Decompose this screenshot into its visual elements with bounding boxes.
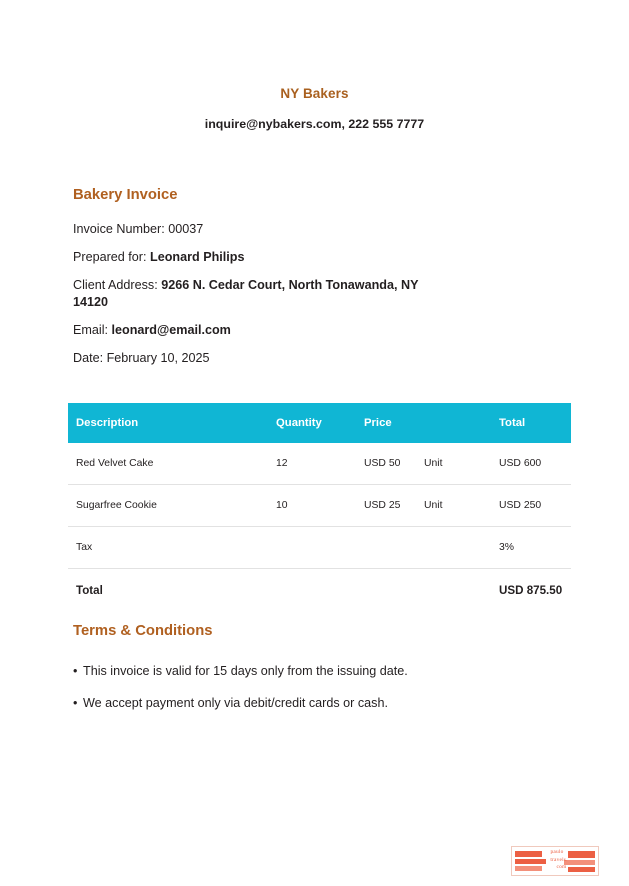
total-spacer-unit: [424, 569, 499, 613]
email-value: leonard@email.com: [111, 323, 231, 337]
footer-logo: [511, 846, 599, 876]
cell-unit: [424, 527, 499, 569]
logo-text-line-1: paulo: [550, 849, 564, 855]
invoice-details-block: [73, 186, 543, 367]
invoice-number-line: [73, 221, 453, 238]
prepared-for-label: Prepared for:: [73, 250, 147, 264]
logo-inner: [512, 847, 598, 875]
terms-list-item: [73, 663, 543, 680]
cell-description: Sugarfree Cookie: [68, 485, 276, 527]
logo-wordmark: [542, 849, 572, 872]
cell-description: Red Velvet Cake: [68, 443, 276, 485]
total-amount: USD 875.50: [499, 569, 571, 613]
column-header-description: Description: [68, 403, 276, 443]
client-address-line: [73, 277, 453, 311]
prepared-for-line: [73, 249, 453, 266]
cell-tax-value: 3%: [499, 527, 571, 569]
email-label: Email:: [73, 323, 108, 337]
invoice-table-body: [68, 443, 571, 612]
cell-quantity: [276, 527, 364, 569]
column-header-price: Price: [364, 403, 424, 443]
invoice-heading: Bakery Invoice: [73, 187, 178, 203]
cell-price: USD 25: [364, 485, 424, 527]
cell-price: [364, 527, 424, 569]
invoice-items-table: [68, 403, 571, 612]
terms-and-conditions-block: [73, 622, 543, 727]
terms-list-item: [73, 695, 543, 712]
logo-text-line-2: travels.: [550, 856, 568, 863]
date-value: February 10, 2025: [106, 351, 210, 365]
client-address-value: 9266 N. Cedar Court, North Tonawanda, NY 14120: [73, 278, 419, 309]
table-row-total: [68, 569, 571, 613]
bullet-icon: •: [73, 696, 78, 710]
table-header-row: [68, 403, 571, 443]
logo-text-line-3: com: [556, 864, 567, 871]
cell-quantity: 10: [276, 485, 364, 527]
cell-total: USD 600: [499, 443, 571, 485]
terms-item-text: This invoice is valid for 15 days only from the issuing date.: [83, 664, 408, 678]
terms-heading: Terms & Conditions: [73, 623, 213, 639]
date-label: Date:: [73, 351, 104, 365]
invoice-table-head: [68, 403, 571, 443]
logo-bar-right-1: [568, 851, 595, 858]
company-name: NY Bakers: [280, 86, 349, 101]
email-line: [73, 322, 453, 339]
table-row: [68, 485, 571, 527]
cell-unit: Unit: [424, 485, 499, 527]
prepared-for-value: Leonard Philips: [150, 250, 245, 264]
company-contact-line: inquire@nybakers.com, 222 555 7777: [204, 117, 425, 131]
date-line: [73, 350, 453, 367]
table-row: [68, 443, 571, 485]
invoice-number-label: Invoice Number:: [73, 222, 165, 236]
company-header: [0, 86, 629, 132]
total-spacer-qty: [276, 569, 364, 613]
table-row-tax: [68, 527, 571, 569]
bullet-icon: •: [73, 664, 78, 678]
total-spacer-price: [364, 569, 424, 613]
cell-price: USD 50: [364, 443, 424, 485]
cell-quantity: 12: [276, 443, 364, 485]
column-header-quantity: Quantity: [276, 403, 364, 443]
client-address-label: Client Address:: [73, 278, 158, 292]
invoice-number-value: 00037: [168, 222, 204, 236]
logo-bar-right-3: [568, 867, 595, 872]
column-header-unit: [424, 403, 499, 443]
cell-unit: Unit: [424, 443, 499, 485]
column-header-total: Total: [499, 403, 571, 443]
cell-total: USD 250: [499, 485, 571, 527]
total-label: Total: [68, 569, 276, 613]
logo-bar-left-3: [515, 866, 542, 871]
terms-item-text: We accept payment only via debit/credit cards or cash.: [83, 696, 388, 710]
cell-description: Tax: [68, 527, 276, 569]
logo-bar-left-1: [515, 851, 542, 857]
